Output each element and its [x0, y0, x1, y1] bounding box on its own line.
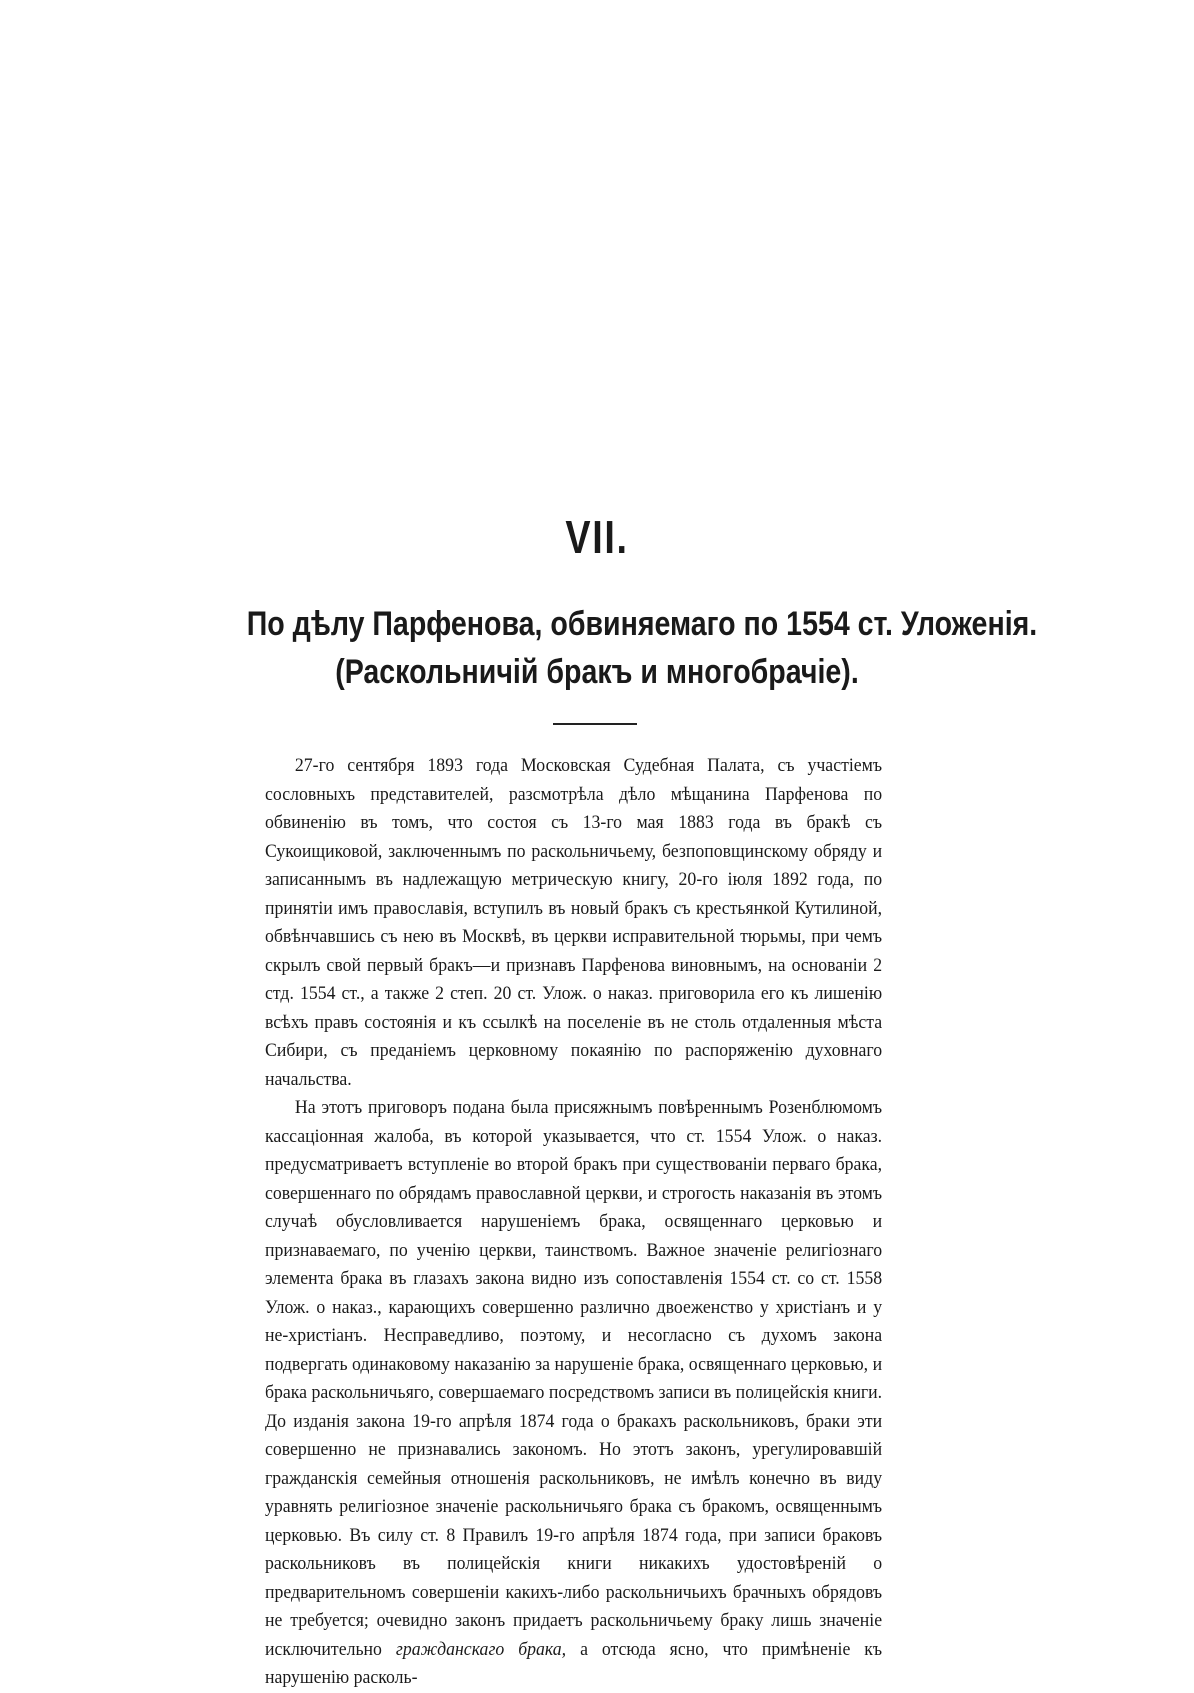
- paragraph-2: [265, 1094, 882, 1693]
- title-separator-rule: [553, 723, 637, 725]
- paragraph-2-text-b: а отсюда ясно, что примѣненіе къ нарушенію расколь-: [265, 1638, 883, 1688]
- paragraph-1: 27-го сентября 1893 года Московская Судебная Палата, съ участіемъ сословныхъ представителей, разсмотрѣла дѣло мѣщанина Парфенова по обвиненію въ томъ, что состоя съ 13-го мая 1883 года въ бракѣ съ Сукоищиковой, заключеннымъ по раскольничьему, безпоповщинскому обряду и записаннымъ въ надлежащую метрическую книгу, 20-го іюля 1892 года, по принятіи имъ православія, вступилъ въ новый бракъ съ крестьянкой Кутилиной, обвѣнчавшись съ нею въ Москвѣ, въ церкви исправительной тюрьмы, при чемъ скрылъ свой первый бракъ—и признавъ Парфенова виновнымъ, на основаніи 2 стд. 1554 ст., а также 2 степ. 20 ст. Улож. о наказ. приговорила его къ лишенію всѣхъ правъ состоянія и къ ссылкѣ на поселеніе въ не столь отдаленныя мѣста Сибири, съ преданіемъ церковному покаянію по распоряженію духовнаго начальства.: [265, 755, 883, 1090]
- chapter-number: VII.: [565, 511, 629, 563]
- chapter-title: [246, 600, 1038, 696]
- chapter-title-line-1: По дѣлу Парфенова, обвиняемаго по 1554 ст. Уложенія.: [246, 605, 1038, 643]
- body-text: [265, 752, 882, 1693]
- paragraph-2-italic-term: гражданскаго брака,: [395, 1638, 567, 1660]
- chapter-title-line-2: (Раскольничій бракъ и многобрачіе).: [335, 653, 859, 691]
- paragraph-2-text-a: На этотъ приговоръ подана была присяжнымъ повѣреннымъ Розенблюмомъ кассаціонная жалоба, въ которой указывается, что ст. 1554 Улож. о наказ. предусматриваетъ вступленіе во второй бракъ при существованіи перваго брака, совершеннаго по обрядамъ православной церкви, и строгость наказанія въ этомъ случаѣ обусловливается нарушеніемъ брака, освященнаго церковью и признаваемаго, по ученію церкви, таинствомъ. Важное значеніе религіознаго элемента брака въ глазахъ закона видно изъ сопоставленія 1554 ст. со ст. 1558 Улож. о наказ., карающихъ совершенно различно двоеженство у христіанъ и у не-христіанъ. Несправедливо, поэтому, и несогласно съ духомъ закона подвергать одинаковому наказанію за нарушеніе брака, освященнаго церковью, и брака раскольничьяго, совершаемаго посредствомъ записи въ полицейскія книги. До изданія закона 19-го апрѣля 1874 года о бракахъ раскольниковъ, браки эти совершенно не признавались закономъ. Но этотъ законъ, урегулировавшій гражданскія семейныя отношенія раскольниковъ, не имѣлъ конечно въ виду уравнять религіозное значеніе раскольничьяго брака съ бракомъ, освященнымъ церковью. Въ силу ст. 8 Правилъ 19-го апрѣля 1874 года, при записи браковъ раскольниковъ въ полицейскія книги никакихъ удостовѣреній о предварительномъ совершеніи какихъ-либо раскольничьихъ брачныхъ обрядовъ не требуется; очевидно законъ придаетъ раскольничьему браку лишь значеніе исключительно: [265, 1097, 883, 1660]
